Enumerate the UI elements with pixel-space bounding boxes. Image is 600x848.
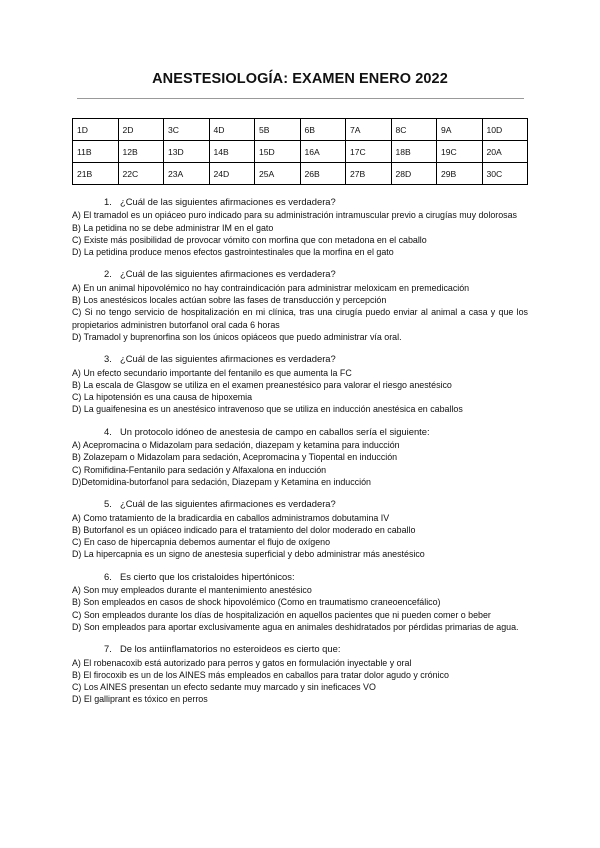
question-text: Es cierto que los cristaloides hipertónicos: [120,570,295,582]
answer-key-cell: 22C [118,163,164,185]
question-text: Un protocolo idóneo de anestesia de campo en caballos sería el siguiente: [120,425,430,437]
question-number: 5. [104,498,112,510]
question-block [72,353,528,415]
answer-option: C) Existe más posibilidad de provocar vómito con morfina que con metadona en el caballo [72,234,427,245]
question-text: De los antiinflamatorios no esteroideos es cierto que: [120,643,341,655]
answer-key-cell: 2D [118,119,164,141]
answer-key-cell: 12B [118,141,164,163]
answer-key-cell: 9A [437,119,483,141]
question-title [72,353,528,365]
answer-option: D) La petidina produce menos efectos gastrointestinales que la morfina en el gato [72,247,394,258]
answer-key-row [73,141,528,163]
answer-option: C) En caso de hipercapnia debemos aumentar el flujo de oxígeno [72,537,331,548]
answer-option: A) Acepromacina o Midazolam para sedación, diazepam y ketamina para inducción [72,440,400,451]
question-number: 4. [104,425,112,437]
answer-key-cell: 20A [482,141,528,163]
answer-key-cell: 26B [300,163,346,185]
answer-key-cell: 7A [346,119,392,141]
answer-key-cell: 6B [300,119,346,141]
answer-key-cell: 24D [209,163,255,185]
answer-option: B) Butorfanol es un opiáceo indicado para el tratamiento del dolor moderado en caballo [72,524,416,535]
answer-key-cell: 25A [255,163,301,185]
answer-key-cell: 13D [164,141,210,163]
question-block [72,643,528,705]
answer-option: D) Tramadol y buprenorfina son los únicos opiáceos que puedo administrar vía oral. [72,331,402,342]
answer-option: C) Los AINES presentan un efecto sedante muy marcado y sin ineficaces VO [72,682,376,693]
answer-option: B) La petidina no se debe administrar IM en el gato [72,222,274,233]
answer-option: C) Si no tengo servicio de hospitalización en mi clínica, tras una cirugía puedo enviar al animal a casa y que los propietarios administren butorfanol oral cada 6 horas [72,307,528,330]
answer-key-table [72,118,528,185]
question-list [72,196,528,706]
question-number: 3. [104,353,112,365]
answer-key-cell: 15D [255,141,301,163]
question-block [72,571,528,633]
question-number: 2. [104,268,112,280]
question-text: ¿Cuál de las siguientes afirmaciones es verdadera? [120,498,336,510]
question-title [72,498,528,510]
answer-key-cell: 1D [73,119,119,141]
question-text: ¿Cuál de las siguientes afirmaciones es verdadera? [120,196,336,207]
answer-key-row [73,163,528,185]
answer-key-cell: 10D [482,119,528,141]
answer-option: D)Detomidina-butorfanol para sedación, Diazepam y Ketamina en inducción [72,476,371,487]
answer-key-cell: 19C [437,141,483,163]
answer-key-cell: 23A [164,163,210,185]
answer-option: C) Romifidina-Fentanilo para sedación y Alfaxalona en inducción [72,464,327,475]
answer-key-cell: 27B [346,163,392,185]
question-title [72,268,528,280]
answer-option: D) Son empleados para aportar exclusivamente agua en animales deshidratados por pérdidas primarias de agua. [72,621,519,632]
answer-option: B) Zolazepam o Midazolam para sedación, Acepromacina y Tiopental en inducción [72,452,398,463]
answer-option: D) La hipercapnia es un signo de anestesia superficial y debo administrar más anestésico [72,549,425,560]
answer-option: D) La guaifenesina es un anestésico intravenoso que se utiliza en inducción anestésica en caballos [72,404,463,415]
answer-option: C) Son empleados durante los días de hospitalización en aquellos pacientes que ni pueden comer o beber [72,609,491,620]
answer-option: A) El robenacoxib está autorizado para perros y gatos en formulación inyectable y oral [72,657,412,668]
answer-option: A) Son muy empleados durante el mantenimiento anestésico [72,585,312,596]
question-block [72,196,528,258]
answer-key-cell: 28D [391,163,437,185]
answer-option: A) El tramadol es un opiáceo puro indicado para su administración intramuscular previo a cirugías muy dolorosas [72,210,517,221]
question-text: ¿Cuál de las siguientes afirmaciones es verdadera? [120,268,336,280]
page-title: ANESTESIOLOGÍA: EXAMEN ENERO 2022 [152,71,448,87]
answer-option: B) Son empleados en casos de shock hipovolémico (Como en traumatismo craneoencefálico) [72,597,441,608]
answer-option: B) La escala de Glasgow se utiliza en el examen preanestésico para valorar el riesgo anestésico [72,379,452,390]
answer-option: D) El galliprant es tóxico en perros [72,694,208,705]
answer-key-cell: 16A [300,141,346,163]
answer-key-cell: 5B [255,119,301,141]
question-title [72,196,528,208]
question-number: 1. [104,196,112,207]
answer-key-cell: 30C [482,163,528,185]
question-block [72,426,528,488]
answer-option: A) Como tratamiento de la bradicardia en caballos administramos dobutamina IV [72,512,390,523]
answer-option: B) El firocoxib es un de los AINES más empleados en caballos para tratar dolor agudo y crónico [72,669,449,680]
answer-option: A) Un efecto secundario importante del fentanilo es que aumenta la FC [72,367,352,378]
answer-key-cell: 17C [346,141,392,163]
title-divider [77,98,524,99]
answer-key-cell: 11B [73,141,119,163]
answer-key-row [73,119,528,141]
question-text: ¿Cuál de las siguientes afirmaciones es verdadera? [120,353,336,365]
answer-key-cell: 3C [164,119,210,141]
answer-key-cell: 18B [391,141,437,163]
question-block [72,498,528,560]
answer-key-cell: 14B [209,141,255,163]
question-title [72,571,528,583]
answer-option: A) En un animal hipovolémico no hay contraindicación para administrar meloxicam en premedicación [72,282,470,293]
answer-key-cell: 4D [209,119,255,141]
answer-key-cell: 8C [391,119,437,141]
question-number: 7. [104,643,112,655]
question-title [72,643,528,655]
answer-option: B) Los anestésicos locales actúan sobre las fases de transducción y percepción [72,295,387,306]
answer-key-cell: 29B [437,163,483,185]
answer-option: C) La hipotensión es una causa de hipoxemia [72,392,253,403]
question-title [72,426,528,438]
question-number: 6. [104,570,112,582]
question-block [72,268,528,343]
answer-key-cell: 21B [73,163,119,185]
